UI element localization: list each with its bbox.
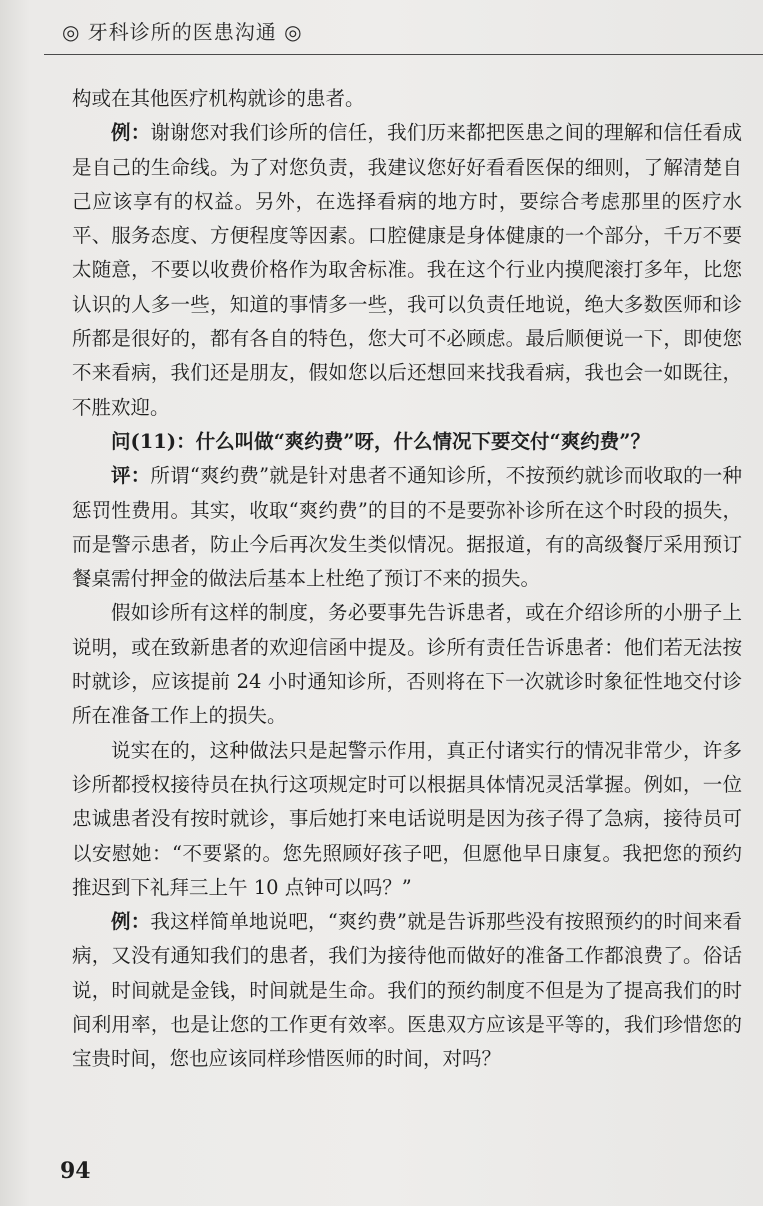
header-rule <box>44 54 763 55</box>
example-label: 例： <box>111 121 151 145</box>
paragraph-1: 构或在其他医疗机构就诊的患者。 <box>72 87 365 110</box>
example-label-2: 例： <box>111 910 151 934</box>
running-header: ◎ 牙科诊所的医患沟通 ◎ <box>62 20 303 44</box>
paragraph-2-example: 例：谢谢您对我们诊所的信任，我们历来都把医患之间的理解和信任看成是自己的生命线。为了对您负责，我建议您好好看看医保的细则，了解清楚自己应该享有的权益。另外，在选择看病的地方时，要综合考虑那里的医疗水平、服务态度、方便程度等因素。口腔健康是身体健康的一个部分，千万不要太随意，不要以收费价格作为取舍标准。我在这个行业内摸爬滚打多年，比您认识的人多一些，知道的事情多一些，我可以负责任地说，绝大多数医师和诊所都是很好的，都有各自的特色，您大可不必顾虑。最后顺便说一下，即使您不来看病，我们还是朋友，假如您以后还想回来找我看病，我也会一如既往，不胜欢迎。 <box>72 121 742 419</box>
paragraph-7-example: 例：我这样简单地说吧，“爽约费”就是告诉那些没有按照预约的时间来看病，又没有通知我们的患者，我们为接待他而做好的准备工作都浪费了。俗话说，时间就是金钱，时间就是生命。我们的预约制度不但是为了提高我们的时间利用率，也是让您的工作更有效率。医患双方应该是平等的，我们珍惜您的宝贵时间，您也应该同样珍惜医师的时间，对吗？ <box>72 910 742 1071</box>
question-heading: 问(11)：什么叫做“爽约费”呀，什么情况下要交付“爽约费”？ <box>111 429 650 453</box>
paragraph-6: 说实在的，这种做法只是起警示作用，真正付诸实行的情况非常少，许多诊所都授权接待员在执行这项规定时可以根据具体情况灵活掌握。例如，一位忠诚患者没有按时就诊，事后她打来电话说明是因为孩子得了急病，接待员可以安慰她：“不要紧的。您先照顾好孩子吧，但愿他早日康复。我把您的预约推迟到下礼拜三上午 10 点钟可以吗？” <box>72 738 742 899</box>
paragraph-5: 假如诊所有这样的制度，务必要事先告诉患者，或在介绍诊所的小册子上说明，或在致新患者的欢迎信函中提及。诊所有责任告诉患者：他们若无法按时就诊，应该提前 24 小时通知诊所，否则将在下一次就诊时象征性地交付诊所在准备工作上的损失。 <box>72 601 742 728</box>
comment-label: 评： <box>111 464 151 488</box>
paragraph-4-comment: 评：所谓“爽约费”就是针对患者不通知诊所，不按预约就诊而收取的一种惩罚性费用。其实，收取“爽约费”的目的不是要弥补诊所在这个时段的损失，而是警示患者，防止今后再次发生类似情况。据报道，有的高级餐厅采用预订餐桌需付押金的做法后基本上杜绝了预订不来的损失。 <box>72 464 742 591</box>
page-number: 94 <box>60 1158 91 1184</box>
body-text <box>72 82 742 1077</box>
